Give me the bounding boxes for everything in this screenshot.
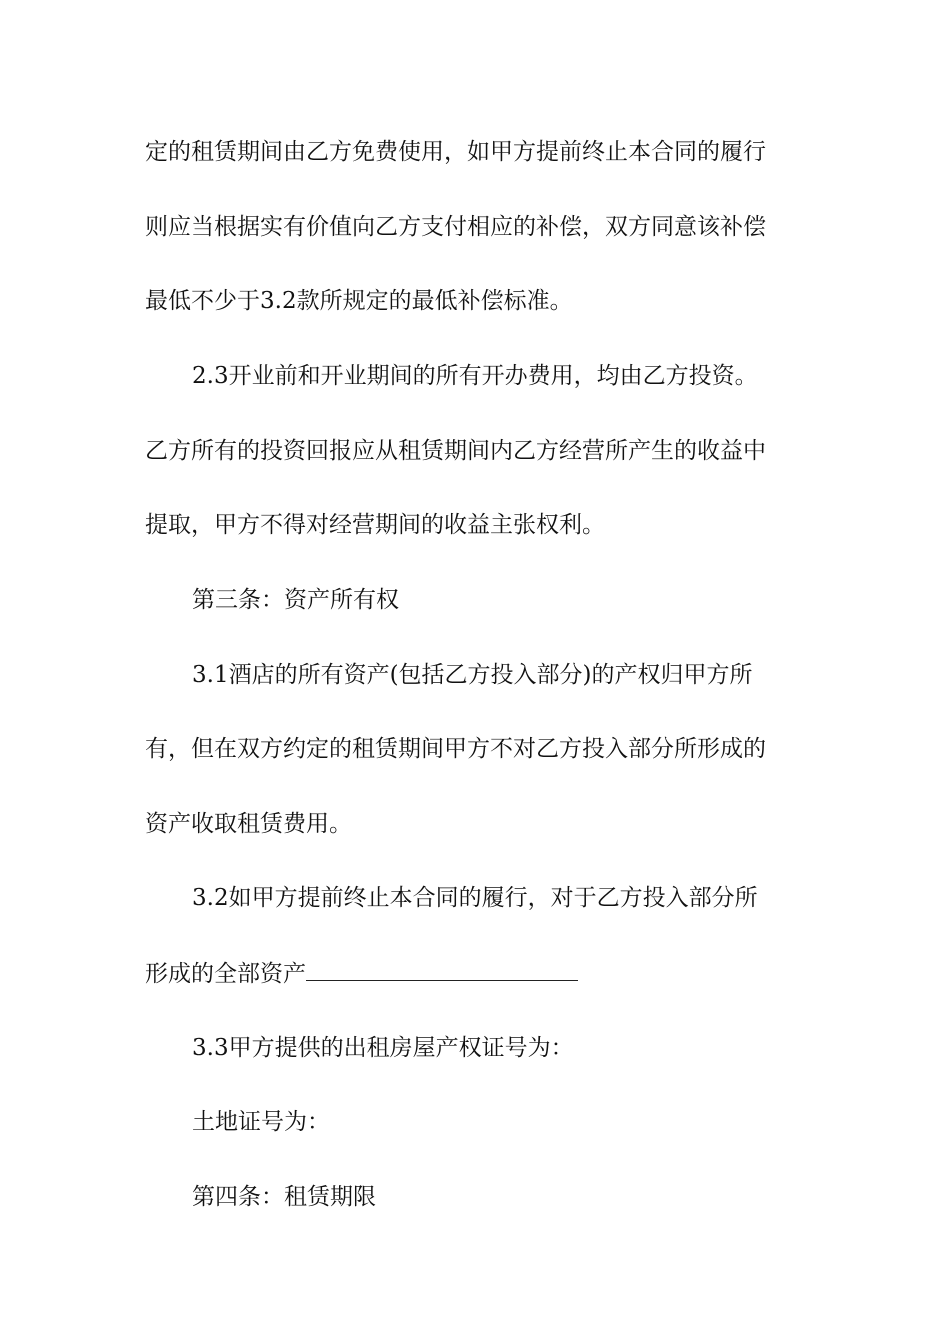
fill-in-blank [306,958,578,981]
text-line-2: 则应当根据实有价值向乙方支付相应的补偿，双方同意该补偿 [145,214,766,240]
text-line-9: 有，但在双方约定的租赁期间甲方不对乙方投入部分所形成的 [145,736,766,762]
paragraph-2-3: 2.3开业前和开业期间的所有开办费用，均由乙方投资。 [192,363,758,389]
paragraph-3-3: 3.3甲方提供的出租房屋产权证号为： [192,1035,574,1061]
section-heading-3: 第三条：资产所有权 [192,587,399,613]
text-line-6: 提取，甲方不得对经营期间的收益主张权利。 [145,512,605,538]
text-line-10: 资产收取租赁费用。 [145,811,352,837]
paragraph-3-1: 3.1酒店的所有资产(包括乙方投入部分)的产权归甲方所 [192,662,753,688]
text-line-5: 乙方所有的投资回报应从租赁期间内乙方经营所产生的收益中 [145,438,766,464]
section-heading-4: 第四条：租赁期限 [192,1184,376,1210]
text-line-12-text: 形成的全部资产 [145,961,306,987]
text-line-1: 定的租赁期间由乙方免费使用，如甲方提前终止本合同的履行 [145,139,766,165]
text-line-12 [145,958,578,989]
land-certificate-line: 土地证号为： [192,1109,330,1135]
text-line-3: 最低不少于3.2款所规定的最低补偿标准。 [145,288,573,314]
paragraph-3-2: 3.2如甲方提前终止本合同的履行，对于乙方投入部分所 [192,885,758,911]
